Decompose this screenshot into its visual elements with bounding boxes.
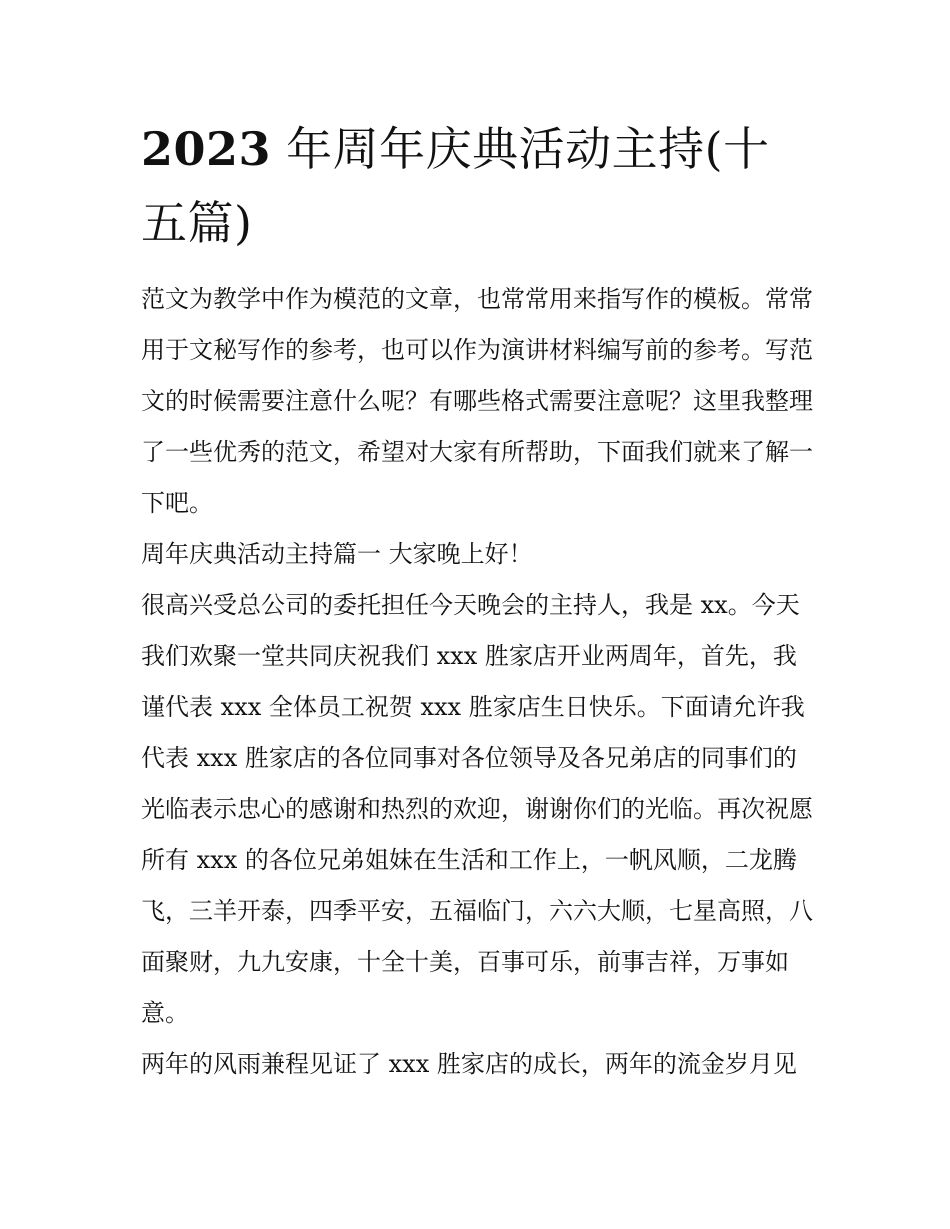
document-title bbox=[141, 112, 813, 260]
continuation-paragraph: 两年的风雨兼程见证了 xxx 胜家店的成长，两年的流金岁月见 bbox=[141, 1050, 797, 1078]
title-text: 年周年庆典活动主持(十五篇) bbox=[141, 122, 770, 250]
speech-paragraph: 很高兴受总公司的委托担任今天晚会的主持人，我是 xx。今天我们欢聚一堂共同庆祝我们 xxx 胜家店开业两周年，首先，我谨代表 xxx 全体员工祝贺 xxx 胜家店生日快乐。下面请允许我代表 xxx 胜家店的各位同事对各位领导及各兄弟店的同事们的光临表示忠心的感谢和热烈的欢迎，谢谢你们的光临。再次祝愿所有 xxx 的各位兄弟姐妹在生活和工作上，一帆风顺，二龙腾飞，三羊开泰，四季平安，五福临门，六六大顺，七星高照，八面聚财，九九安康，十全十美，百事可乐，前事吉祥，万事如意。 bbox=[141, 591, 813, 1027]
section-heading-paragraph: 周年庆典活动主持篇一 大家晚上好！ bbox=[141, 540, 533, 568]
intro-paragraph: 范文为教学中作为模范的文章，也常常用来指写作的模板。常常用于文秘写作的参考，也可以作为演讲材料编写前的参考。写范文的时候需要注意什么呢？有哪些格式需要注意呢？这里我整理了一些优秀的范文，希望对大家有所帮助，下面我们就来了解一下吧。 bbox=[141, 285, 813, 517]
title-year: 2023 bbox=[141, 122, 272, 176]
document-body bbox=[141, 112, 813, 1090]
